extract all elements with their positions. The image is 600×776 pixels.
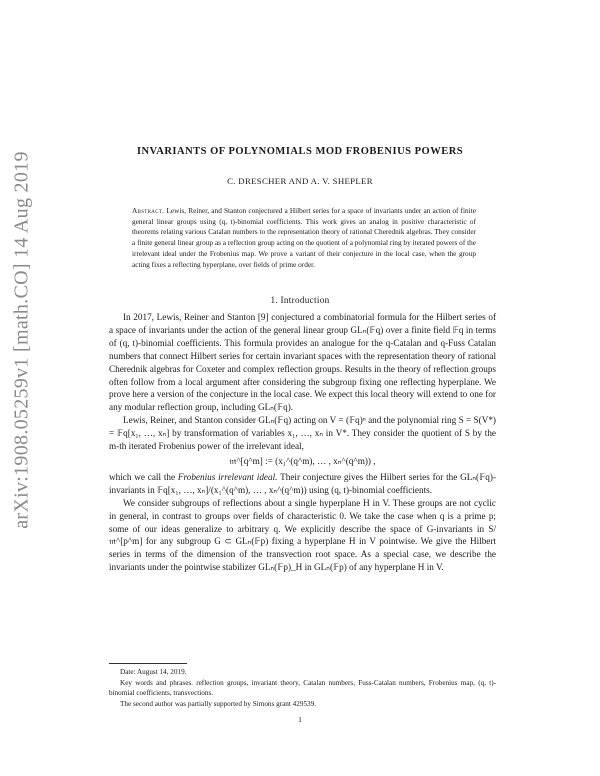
footnotes [109,667,496,709]
paper-title: INVARIANTS OF POLYNOMIALS MOD FROBENIUS POWERS [136,146,464,157]
footnote-keywords: Key words and phrases. reflection groups, invariant theory, Catalan numbers, Fuss-Catalan numbers, Frobenius map, (q, t)-binomial coefficients, transvections. [109,678,496,698]
display-equation: 𝔪^[q^m] := (x₁^(q^m), … , xₙ^(q^m)) , [229,455,376,466]
paragraph-3 [109,471,496,497]
paragraph-3-end: Their conjecture gives the Hilbert series for the GLₙ(𝔽q)-invariants in 𝔽q[x₁, …, xₙ]/(x₁^(q^m), … , xₙ^(q^m)) using (q, t)-binomial coefficients. [109,471,497,495]
paragraph-2: Lewis, Reiner, and Stanton consider GLₙ(𝔽q) acting on V = (𝔽q)ⁿ and the polynomial ring S = S(V*) = 𝔽q[x₁, …, xₙ] by transformation of variables x₁, …, xₙ in V*. They consider the quotient of S by the m-th iterated Frobenius power of the irrelevant ideal, [109,415,496,452]
footnote-date: Date: August 14, 2019. [120,668,187,676]
page-number: 1 [298,715,302,724]
abstract-text: Lewis, Reiner, and Stanton conjectured a Hilbert series for a space of invariants under an action of finite general linear groups using (q, t)-binomial coefficients. This work gives an analog in positive characteristic of theorems relating various Catalan numbers to the representation theory of rational Cherednik algebras. They consider a finite general linear group as a reflection group acting on the quotient of a polynomial ring by iterated powers of the irrelevant ideal under the Frobenius map. We prove a variant of their conjecture in the local case, when the group acting fixes a reflecting hyperplane, over fields of prime order. [132,206,476,269]
footnote-support: The second author was partially supported by Simons grant 429539. [120,699,317,708]
section-heading: 1. Introduction [270,295,330,305]
introduction-body [109,311,496,574]
paper-authors: C. DRESCHER AND A. V. SHEPLER [227,176,373,186]
paragraph-3-start: which we call the [109,471,176,482]
arxiv-id: arXiv:1908.05259v1 [math.CO] 14 Aug 2019 [10,151,33,529]
paragraph-4: We consider subgroups of reflections about a single hyperplane H in V. These groups are not cyclic in general, in contrast to groups over fields of characteristic 0. We take the case when q is a prime p; some of our ideas generalize to arbitrary q. We explicitly describe the space of G-invariants in S/𝔪^[p^m] for any subgroup G ⊂ GLₙ(𝔽p) fixing a hyperplane H in V pointwise. We give the Hilbert series in terms of the dimension of the transvection root space. As a special case, we describe the invariants under the pointwise stabilizer GLₙ(𝔽p)_H in GLₙ(𝔽p) of any hyperplane H in V. [109,497,496,573]
abstract [132,206,476,270]
paragraph-1: In 2017, Lewis, Reiner and Stanton [9] conjectured a combinatorial formula for the Hilbert series of a space of invariants under the action of the general linear group GLₙ(𝔽q) over a finite field 𝔽q in terms of (q, t)-binomial coefficients. This formula provides an analogue for the q-Catalan and q-Fuss Catalan numbers that connect Hilbert series for certain invariant spaces with the representation theory of rational Cherednik algebras for Coxeter and complex reflection groups. Results in the theory of reflection groups often follow from a local argument after considering the subgroup fixing one reflecting hyperplane. We prove here a version of the conjecture in the local case. We expect this local theory will extend to one for any modular reflection group, including GLₙ(𝔽q). [109,312,496,413]
abstract-label: Abstract. [132,206,165,215]
footnote-rule [109,663,187,664]
frobenius-term: Frobenius irrelevant ideal. [177,471,278,482]
